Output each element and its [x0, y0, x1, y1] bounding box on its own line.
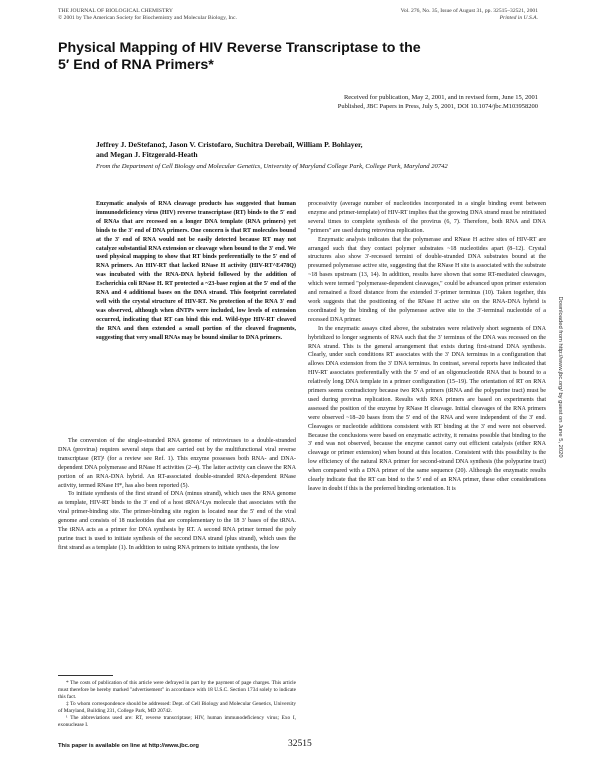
copyright: © 2001 by The American Society for Biochemistry and Molecular Biology, Inc. [58, 15, 237, 21]
authors-line-2: and Megan J. Fitzgerald-Heath [96, 150, 198, 159]
page-number: 32515 [288, 739, 312, 749]
body-paragraph: Enzymatic analysis indicates that the polymerase and RNase H active sites of HIV-RT are arranged such that they contact polymer substrates ~18 nucleotides apart (8–12). Crystal structures also show 3′-recessed termini of double-stranded DNA substrates bound at the presumed polymerase active site, suggesting that the RNase H site is associated with the substrate ~18 bases upstream (13, 14). In addition, results have shown that some RT-mediated cleavages, which were termed "polymerase-dependent cleavages," could be advanced upon primer extension and remained a fixed distance from the extended 3′-primer terminus (10). Taken together, this work suggests that the positioning of the RNase H active site on the RNA-DNA hybrid is coordinated by the binding of the polymerase active site to the 3′-terminal nucleotide of a recessed DNA primer. [308, 236, 546, 323]
body-paragraph: The conversion of the single-stranded RNA genome of retroviruses to a double-stranded DNA (provirus) requires several steps that are carried out by the multifunctional viral reverse transcriptase (RT)¹ (for a review see Ref. 1). This enzyme possesses both RNA- and DNA-dependent DNA polymerase and RNase H activities (2–4). The latter activity can cleave the RNA portion of an RNA-DNA hybrid. An RT-associated double-stranded RNA-dependent RNase activity, termed RNase H*, has also been reported (5). [58, 438, 296, 489]
abstract: Enzymatic analysis of RNA cleavage products has suggested that human immunodeficiency virus (HIV) reverse transcriptase (RT) binds to the 5′ end of RNAs that are recessed on a longer DNA template (RNA primers) yet binds to the 3′ end of DNA primers. One concern is that RT molecules bound at the 3′ end of RNA would not be easily detected because RT may not catalyze substantial RNA extension or cleavage when bound to the 3′ end. We used physical mapping to show that RT binds preferentially to the 5′ end of RNA primers. An HIV-RT that lacked RNase H activity (HIV-RT^E478Q) was incubated with the RNA-DNA hybrid followed by the addition of Escherichia coli RNase H. RT protected a ~23-base region at the 5′ end of the RNA and 4 additional bases on the DNA strand. This footprint correlated well with the crystal structure of HIV-RT. No protection of the RNA 3′ end was observed, although when dNTPs were included, low levels of extension occurred, indicating that RT can bind this end. Wild-type HIV-RT cleaved the RNA and then extended a small portion of the cleaved fragments, suggesting that very small RNAs may be bound similar to DNA primers. [96, 201, 296, 341]
journal-header [58, 8, 237, 22]
publication-dates [238, 94, 538, 111]
printed-in: Printed in U.S.A. [499, 15, 538, 21]
body-paragraph: In the enzymatic assays cited above, the substrates were relatively short segments of DNA hybridized to longer segments of RNA such that the 3′ terminus of the DNA was recessed on the RNA strand. This is the general arrangement that exists during first-strand DNA synthesis. Clearly, under such conditions RT associates with the 3′ DNA terminus in a configuration that allows DNA extension from the 3′ DNA terminus. In contrast, several reports have indicated that HIV-RT associates preferentially with the 5′ end of an oligonucleotide RNA that is bound to a relatively long DNA template in a primer configuration (15–19). The orientation of RT on RNA primers seems contradictory because two RNA primers (tRNA and the polypurine tract) must be used during provirus replication. Results with RNA primers are based on experiments that assessed the position of the enzyme by RNase H cleavage. Initial cleavages of the RNA primers were observed ~18–20 bases from the 5′ end of the RNA and were independent of the 3′ end. Cleavages or nucleotide additions consistent with RT binding at the 3′ end were not observed. Because the conclusions were based on enzymatic activity, it remains possible that binding to the 3′ end was not observed, because the enzyme cannot carry out efficient catalysis (either RNA cleavage or primer extension) when bound at this location. Consistent with this possibility is the low efficiency of the natural RNA primer for second-strand DNA synthesis (the polypurine tract) when compared with a DNA primer of the same sequence (20). Although the enzymatic results clearly indicate that the RT can bind to the 5′ end of an RNA primer, these other considerations leave in doubt if this is the preferred binding orientation. It is [308, 325, 546, 492]
authors-line-1: Jeffrey J. DeStefano‡, Jason V. Cristofaro, Suchitra Derebail, William P. Bohlayer, [96, 140, 363, 149]
body-paragraph: processivity (average number of nucleotides incorporated in a single binding event between enzyme and primer-template) of HIV-RT implies that the growing DNA strand must be reinitiated several times to complete synthesis of the provirus (6, 7). Therefore, both RNA and DNA "primers" are used during retrovirus replication. [308, 201, 546, 234]
title-line-1: Physical Mapping of HIV Reverse Transcriptase to the [58, 40, 421, 56]
footnotes [58, 680, 296, 729]
footnote-divider [58, 675, 113, 676]
title-line-2: 5′ End of RNA Primers* [58, 57, 214, 73]
journal-name: THE JOURNAL OF BIOLOGICAL CHEMISTRY [58, 8, 173, 14]
body-paragraph: To initiate synthesis of the first strand of DNA (minus strand), which uses the RNA genome as template, HIV-RT binds to the 3′ end of a host tRNA^Lys molecule that associates with the viral primer-binding site. The primer-binding site region is located near the 5′ end of the viral genome and consists of 18 nucleotides that are complementary to the 18 3′ bases of the tRNA. The tRNA acts as a primer for DNA synthesis by RT. A second RNA primer termed the poly purine tract is used to initiate synthesis of the second DNA strand (plus strand), which uses the first strand as a template (1). In addition to using RNA primers to initiate synthesis, the low [58, 491, 296, 551]
affiliation: From the Department of Cell Biology and Molecular Genetics, University of Maryland College Park, College Park, Maryland 20742 [96, 163, 448, 170]
received-line: Received for publication, May 2, 2001, and in revised form, June 15, 2001 [343, 94, 538, 101]
footnote: ‡ To whom correspondence should be addressed: Dept. of Cell Biology and Molecular Genetics, University of Maryland, Building 231, College Park, MD 20742. [58, 701, 296, 714]
issue-header [401, 8, 538, 22]
footnote: ¹ The abbreviations used are: RT, reverse transcriptase; HIV, human immunodeficiency virus; Exo I, exonuclease I. [58, 715, 296, 728]
published-line: Published, JBC Papers in Press, July 5, 2001, DOI 10.1074/jbc.M103958200 [337, 102, 538, 110]
download-watermark: Downloaded from http://www.jbc.org/ by guest on June 5, 2020 [557, 296, 563, 458]
article-title [58, 40, 538, 74]
left-column [58, 437, 296, 553]
online-availability-note: This paper is available on line at http://www.jbc.org [58, 743, 199, 749]
footnote: * The costs of publication of this article were defrayed in part by the payment of page charges. This article must therefore be hereby marked "advertisement" in accordance with 18 U.S.C. Section 1734 solely to indicate this fact. [58, 680, 296, 700]
volume-info: Vol. 276, No. 35, Issue of August 31, pp. 32515–32521, 2001 [400, 8, 538, 14]
author-list [96, 140, 526, 160]
right-column [308, 200, 546, 494]
